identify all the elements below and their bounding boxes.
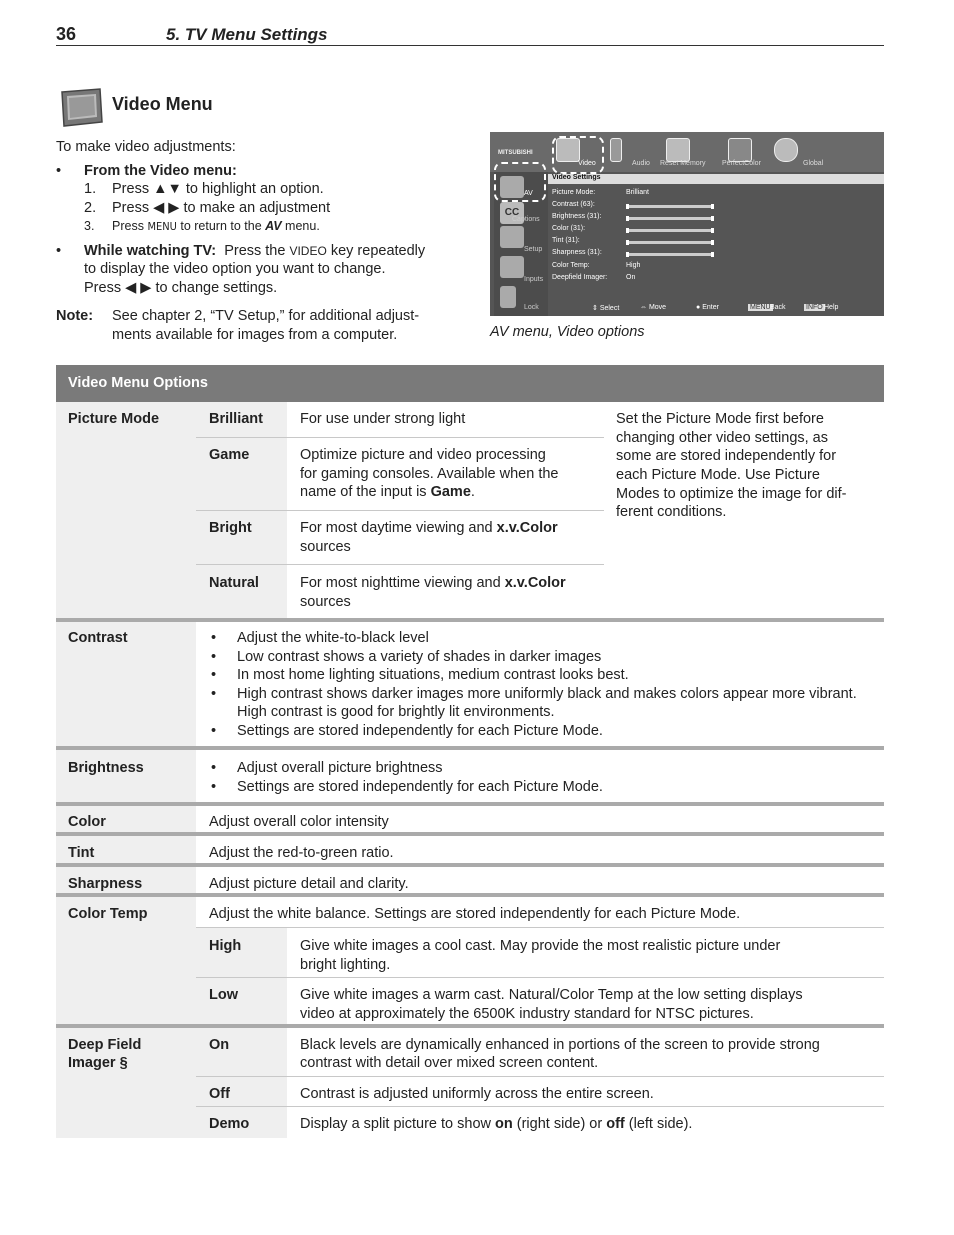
list-item: • Low contrast shows a variety of shades in darker images [209,648,873,667]
picture-mode-note: Set the Picture Mode first before [616,411,824,427]
slider-bar [626,241,714,244]
bullet2-text: key repeatedly [326,243,426,259]
av-menu-name: AV [265,219,282,233]
setup-icon [500,226,524,248]
page-number: 36 [56,24,77,44]
tint-desc: Adjust the red-to-green ratio. [209,845,394,861]
color-temp-desc: Adjust the white balance. Settings are stored independently for each Picture Mode. [209,906,741,922]
footer-select: ⇕ Select [592,305,620,312]
row-label: Brightness (31): [552,213,602,220]
label-cell-bg [56,402,196,618]
header-rule [56,45,884,46]
left-setup: Setup [524,246,543,253]
section-divider [56,832,884,836]
intro-lead: To make video adjustments: [56,139,236,155]
desc-part: For most nighttime viewing and [300,575,505,591]
note-line1: See chapter 2, “TV Setup,” for additional adjust- [112,308,420,324]
global-tab-icon [774,138,798,162]
row-label: Picture Mode: [552,189,596,196]
slider-knob [711,216,714,221]
row-divider [196,977,884,978]
option-name: Low [209,987,238,1003]
step-text-part: to return to the [176,219,266,233]
option-desc: sources [300,594,351,610]
option-desc: Give white images a cool cast. May provide the most realistic picture under [300,938,781,954]
contrast-label: Contrast [68,630,128,646]
step-number: 3. [84,219,95,233]
step-text [112,219,320,233]
reset-tab-icon [666,138,690,162]
bullet2-line3: Press ◀ ▶ to change settings. [84,280,278,296]
step-text: Press ▲▼ to highlight an option. [112,181,324,197]
footer-info-key: INFO [806,304,823,311]
video-tab-highlight [552,136,604,174]
av-highlight [494,162,546,202]
row-divider [196,510,604,511]
deep-field-label: Deep Field [68,1037,142,1053]
slider-knob [626,204,629,209]
row-label: Sharpness (31): [552,249,602,256]
footer-help: Help [824,304,839,311]
brightness-label: Brightness [68,760,144,776]
row-value: On [626,274,636,281]
desc-part: (left side). [624,1116,693,1132]
list-item: • Settings are stored independently for each Picture Mode. [209,722,873,741]
desc-part: Display a split picture to show [300,1116,496,1132]
note-line2: ments available for images from a computer. [112,327,398,343]
option-desc [300,1115,692,1134]
perfectcolor-tab-icon [728,138,752,162]
option-name: Game [209,447,250,463]
slider-knob [626,252,629,257]
tab-reset-memory: Reset Memory [660,160,706,167]
brightness-bullets [209,759,873,796]
av-menu-screenshot [490,132,884,316]
option-desc [300,483,475,502]
chapter-title: 5. TV Menu Settings [166,25,328,44]
left-lock: Lock [524,304,539,311]
option-name: Bright [209,520,252,536]
tv-icon [60,88,104,128]
left-captions: Captions [512,216,540,223]
slider-knob [711,204,714,209]
row-value: High [626,262,641,269]
row-label: Deepfield Imager: [552,274,608,281]
footer-enter: ● Enter [696,304,719,311]
lock-icon [500,286,516,308]
row-divider [196,1106,884,1107]
picture-mode-note: ferent conditions. [616,504,727,520]
brand-logo: MITSUBISHI [498,150,533,156]
footer-move: ⇔ Move [640,304,667,311]
video-settings-title: Video Settings [552,174,601,181]
bullet2-line2: to display the video option you want to change. [84,261,386,277]
video-key: VIDEO [289,244,327,258]
bullet2-text: Press the [224,243,290,259]
desc-bold: x.v.Color [496,520,558,536]
section-divider [56,863,884,867]
slider-knob [626,216,629,221]
section-divider [56,746,884,750]
option-desc: contrast with detail over mixed screen content. [300,1055,599,1071]
option-name: Brilliant [209,411,263,427]
step-text-part: menu. [281,219,320,233]
contrast-bullets [209,629,873,740]
color-temp-label: Color Temp [68,906,148,922]
footer-label: Enter [702,304,719,311]
option-name: High [209,938,242,954]
list-item: • Adjust overall picture brightness [209,759,873,778]
desc-bold: Game [430,484,471,500]
option-desc: video at approximately the 6500K industry standard for NTSC pictures. [300,1006,754,1022]
option-desc [300,574,566,593]
row-label: Color Temp: [552,262,590,269]
inputs-icon [500,256,524,278]
desc-part: . [470,484,475,500]
slider-bar [626,217,714,220]
slider-knob [711,252,714,257]
slider-bar [626,229,714,232]
option-desc: Give white images a warm cast. Natural/Color Temp at the low setting displays [300,987,803,1003]
list-item: • Adjust the white-to-black level [209,629,873,648]
bullet2-line1 [84,242,425,261]
slider-knob [626,240,629,245]
slider-knob [626,228,629,233]
note-label: Note: [56,308,94,324]
step-text: Press ◀ ▶ to make an adjustment [112,200,331,216]
table-title: Video Menu Options [68,375,208,391]
option-desc: For use under strong light [300,411,466,427]
section-title: Video Menu [112,94,213,114]
row-label: Color (31): [552,225,586,232]
row-label: Contrast (63): [552,201,595,208]
bullet-dot: • [56,163,62,179]
color-desc: Adjust overall color intensity [209,814,389,830]
section-divider [56,802,884,806]
option-name: Off [209,1086,230,1102]
footer-label: Move [648,304,667,311]
table-header [56,365,884,402]
bullet1-title: From the Video menu: [84,163,237,179]
tint-label: Tint [68,845,95,861]
row-value: Brilliant [626,189,649,196]
option-desc: for gaming consoles. Available when the [300,466,559,482]
footer-label: Select [599,305,620,312]
option-desc: sources [300,539,351,555]
desc-bold: off [606,1116,625,1132]
left-inputs: Inputs [524,276,544,283]
list-item: • Settings are stored independently for each Picture Mode. [209,778,873,797]
desc-bold: on [495,1116,513,1132]
slider-knob [711,240,714,245]
desc-bold: x.v.Color [504,575,566,591]
screenshot-caption: AV menu, Video options [490,324,645,340]
tab-global: Global [803,160,824,167]
step-number: 1. [84,181,97,197]
step-number: 2. [84,200,97,216]
picture-mode-note: some are stored independently for [616,448,837,464]
option-name: Natural [209,575,259,591]
row-divider [196,1076,884,1077]
option-desc: Optimize picture and video processing [300,447,546,463]
list-item: • In most home lighting situations, medium contrast looks best. [209,666,873,685]
picture-mode-note: Modes to optimize the image for dif- [616,486,847,502]
slider-bar [626,205,714,208]
color-label: Color [68,814,106,830]
slider-bar [626,253,714,256]
option-desc: bright lighting. [300,957,391,973]
deep-field-label: Imager § [68,1055,128,1071]
menu-key: MENU [147,220,177,233]
picture-mode-label: Picture Mode [68,411,160,427]
tab-video: Video [578,160,596,167]
list-item: • High contrast shows darker images more uniformly black and makes colors appear more vibrant. High contrast is good for brightly lit environments. [209,685,873,722]
row-divider [196,564,604,565]
row-divider [196,437,604,438]
section-divider [56,893,884,897]
desc-part: (right side) or [512,1116,607,1132]
slider-knob [711,228,714,233]
row-divider [196,927,884,928]
option-desc: Contrast is adjusted uniformly across the entire screen. [300,1086,654,1102]
row-label: Tint (31): [552,237,580,244]
option-name: On [209,1037,230,1053]
desc-part: name of the input is [300,484,431,500]
sharpness-label: Sharpness [68,876,143,892]
captions-icon: CC [500,202,524,224]
bullet-dot: • [56,243,62,259]
option-name: Demo [209,1116,250,1132]
desc-part: For most daytime viewing and [300,520,497,536]
option-desc [300,519,558,538]
bullet2-title: While watching TV: [84,243,217,259]
footer-menu-key: MENU [750,304,771,311]
tab-audio: Audio [632,160,650,167]
footer-back: Back [770,304,786,311]
section-divider [56,1024,884,1028]
step-text-part: Press [112,219,148,233]
option-desc: Black levels are dynamically enhanced in portions of the screen to provide strong [300,1037,820,1053]
sharpness-desc: Adjust picture detail and clarity. [209,876,409,892]
left-av: AV [524,190,533,197]
audio-tab-icon [610,138,622,162]
section-divider [56,618,884,622]
picture-mode-note: each Picture Mode. Use Picture [616,467,820,483]
picture-mode-note: changing other video settings, as [616,430,828,446]
tab-perfectcolor: PerfectColor [722,160,761,167]
